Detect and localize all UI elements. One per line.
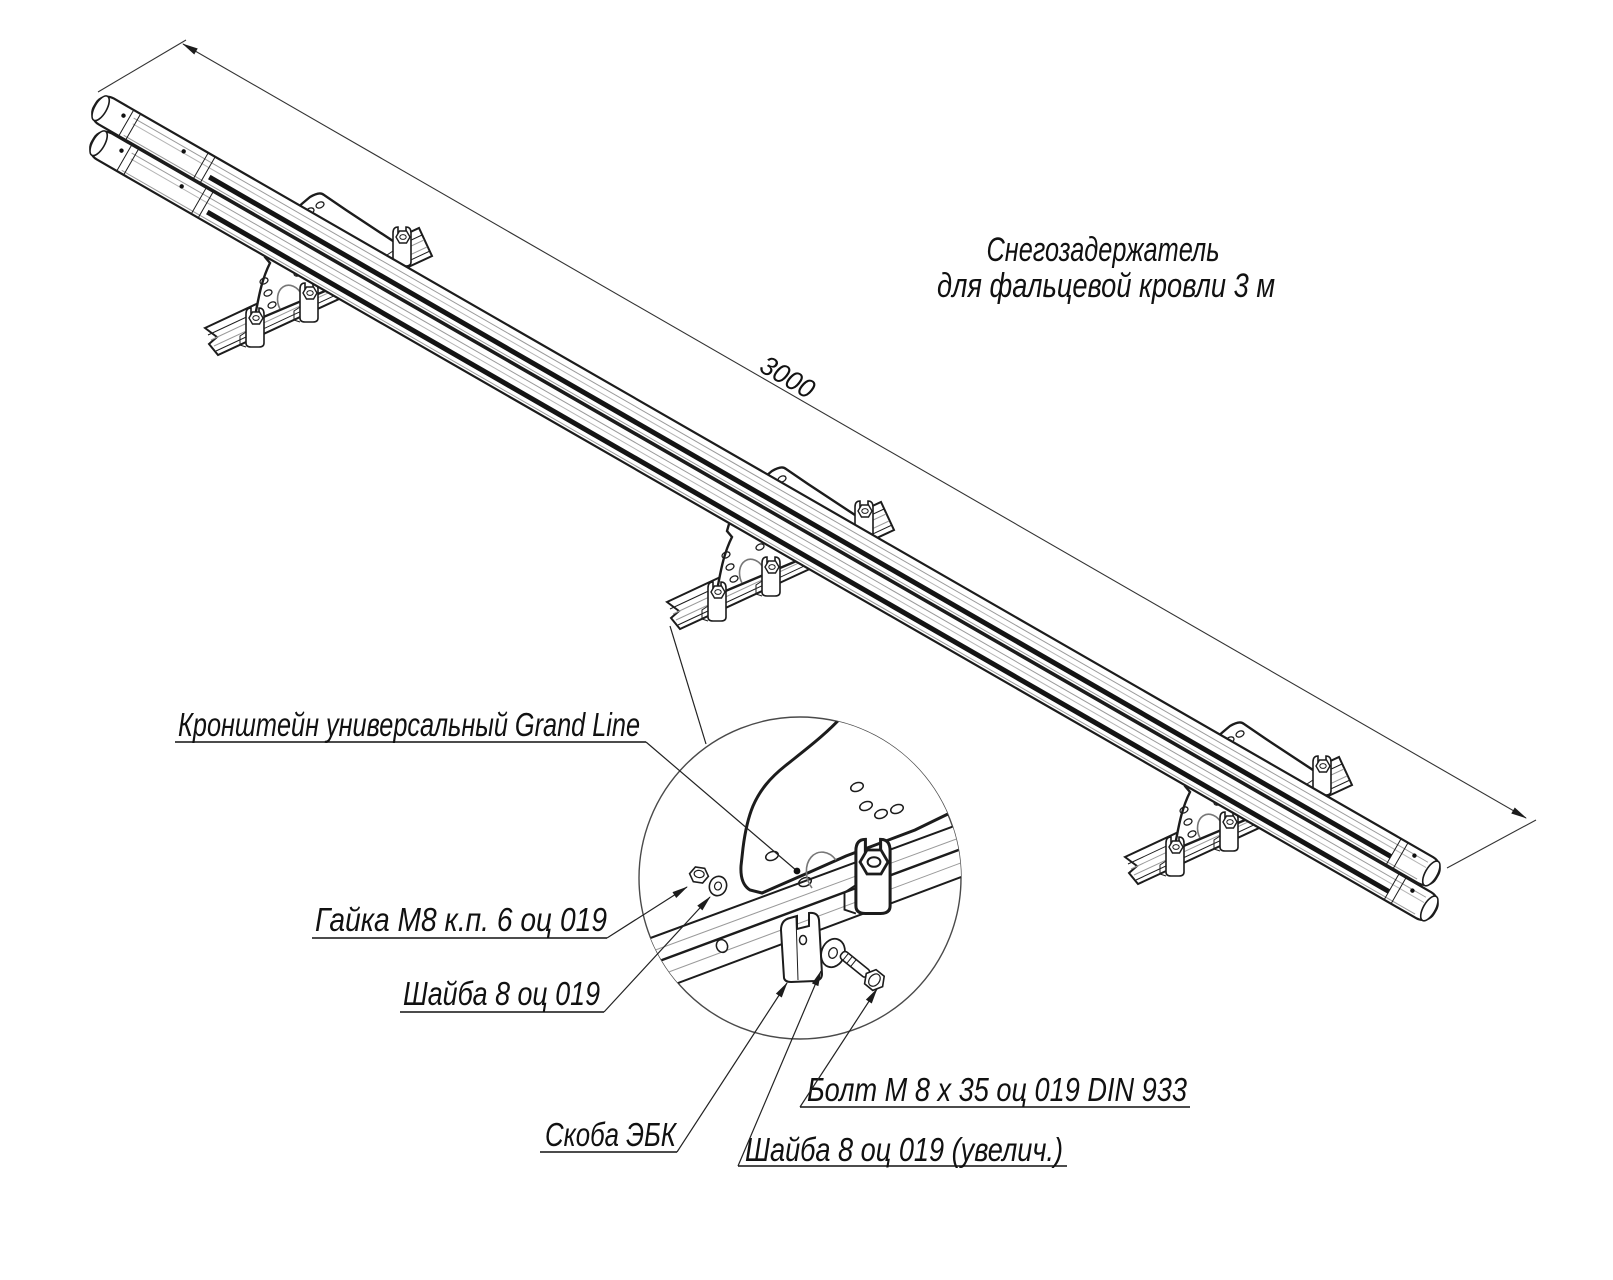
title-line-2: для фальцевой кровли 3 м xyxy=(937,267,1275,305)
drawing-title xyxy=(937,231,1275,305)
callout-nut xyxy=(312,887,687,938)
clamp-leader-arrow xyxy=(677,983,787,1152)
extension-line-left xyxy=(98,40,186,92)
detail-connector-line xyxy=(670,626,706,744)
washer-large-label: Шайба 8 оц 019 (увелич.) xyxy=(745,1131,1063,1168)
extension-line-right xyxy=(1447,820,1536,868)
detail-bolt xyxy=(836,947,888,994)
callout-washer-large xyxy=(738,971,1067,1168)
detail-washer xyxy=(707,874,729,898)
detail-nut xyxy=(689,866,710,883)
callout-bracket xyxy=(175,706,800,874)
callout-bolt xyxy=(800,989,1190,1108)
bracket-leader-dot xyxy=(794,868,801,875)
detail-view xyxy=(645,712,980,994)
snow-guard-tube-rear xyxy=(88,92,1445,890)
washer-label: Шайба 8 оц 019 xyxy=(403,975,600,1012)
title-line-1: Снегозадержатель xyxy=(986,231,1220,269)
clamp-label: Скоба ЭБК xyxy=(545,1116,678,1153)
bracket-label: Кронштейн универсальный Grand Line xyxy=(178,706,640,743)
bolt-label: Болт М 8 х 35 оц 019 DIN 933 xyxy=(807,1071,1188,1108)
nut-label: Гайка М8 к.п. 6 оц 019 xyxy=(315,901,607,938)
dimension-line xyxy=(183,44,1526,818)
dimension-value: 3000 xyxy=(754,349,822,406)
